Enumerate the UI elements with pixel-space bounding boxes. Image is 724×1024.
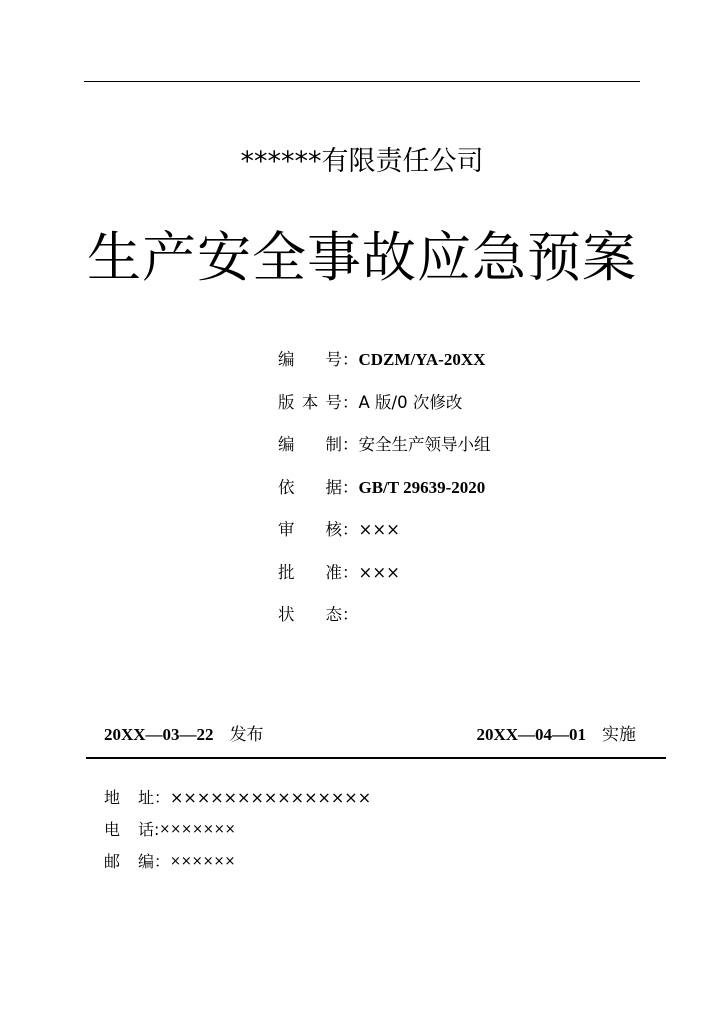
meta-value-number: CDZM/YA-20XX [358,350,486,369]
meta-row-status [278,603,678,646]
meta-row-basis [278,476,678,519]
meta-row-reviewed [278,518,678,561]
contact-row-address [104,786,664,818]
contact-separator: ： [154,788,171,807]
meta-label: 批 准 [278,562,342,582]
meta-value-approved: ××× [358,562,400,582]
meta-value-version: A 版/0 次修改 [358,392,463,412]
meta-label: 状 态 [278,605,342,624]
meta-label: 编 制 [278,435,342,454]
meta-separator: ： [342,605,359,624]
contact-separator: ： [154,852,171,871]
issue-date [104,722,264,748]
effective-date-value: 20XX—04—01 [476,725,586,744]
issue-date-value: 20XX—03—22 [104,725,214,744]
meta-label: 编 号 [278,350,342,369]
meta-separator: ： [342,477,359,497]
contact-separator: : [154,820,160,839]
contact-label: 地 址 [104,788,154,807]
contact-value-address: ××××××××××××××× [170,788,372,807]
meta-value-compiled-by: 安全生产领导小组 [358,435,491,454]
document-title: 生产安全事故应急预案 [87,226,637,289]
meta-row-version [278,391,678,434]
meta-separator: ： [342,392,359,412]
meta-label: 版本号 [278,392,342,412]
meta-value-reviewed: ××× [358,520,400,539]
meta-separator: ： [342,520,359,539]
contact-label: 电 话 [104,820,154,839]
company-name: ******有限责任公司 [240,146,484,177]
document-metadata [278,348,678,646]
contact-value-postcode: ×××××× [170,854,236,869]
contact-row-phone [104,818,664,850]
meta-row-compiled-by [278,433,678,476]
top-divider [84,81,640,82]
meta-label: 审 核 [278,520,342,539]
issue-date-label: 发布 [229,725,264,745]
effective-date-label: 实施 [602,725,636,745]
contact-value-phone: ××××××× [159,822,236,837]
meta-value-basis: GB/T 29639-2020 [358,477,486,497]
contact-label: 邮 编 [104,852,154,871]
meta-separator: ： [342,562,359,582]
meta-row-number [278,348,678,391]
meta-separator: ： [342,435,359,454]
meta-label: 依 据 [278,477,342,497]
meta-row-approved [278,561,678,604]
contact-info [104,786,664,882]
effective-date [476,722,636,748]
contact-row-postcode [104,850,664,882]
bottom-divider [86,757,666,759]
meta-separator: ： [342,350,359,369]
